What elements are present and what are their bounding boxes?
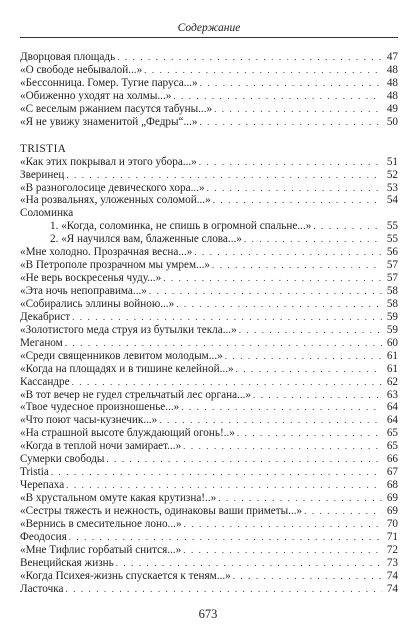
toc-entry-page: 67: [386, 466, 398, 479]
toc-entry-title: Венецийская жизнь: [20, 556, 114, 569]
toc-entry-page: 57: [386, 272, 398, 285]
dot-leader: [194, 246, 382, 259]
dot-leader: [184, 518, 382, 531]
page-number: 673: [198, 607, 218, 621]
toc-entry-title: «На розвальнях, уложенных соломой...»: [20, 194, 211, 207]
toc-entry: [20, 285, 398, 298]
toc-entry: [20, 557, 398, 570]
dot-leader: [176, 298, 382, 311]
dot-leader: [183, 544, 382, 557]
toc-entry-title: «Мне холодно. Прозрачная весна...»: [20, 246, 193, 259]
dot-leader: [116, 557, 382, 570]
dot-leader: [213, 194, 382, 207]
toc-group-2a: [20, 156, 398, 208]
dot-leader: [66, 169, 382, 182]
toc-entry-title: «Как этих покрывал и этого убора...»: [20, 155, 197, 168]
toc-entry-title: «Эта ночь непоправима...»: [20, 285, 147, 297]
toc-entry: [20, 376, 398, 389]
toc-entry: [20, 298, 398, 311]
toc-entry-title: «Что поют часы-кузнечик...»: [20, 414, 158, 427]
toc-entry-page: 50: [386, 115, 398, 128]
toc-entry: [20, 233, 398, 246]
toc-entry-title: Меганом: [20, 336, 63, 349]
toc-entry: [20, 531, 398, 544]
toc-entry-page: 63: [386, 388, 398, 401]
toc-entry: [20, 453, 398, 466]
dot-leader: [181, 401, 382, 414]
toc-entry: [20, 182, 398, 195]
toc-entry-title: Черепаха: [20, 479, 65, 492]
toc-entry-title: «На страшной высоте блуждающий огонь!..»: [20, 427, 235, 440]
toc-entry: [20, 64, 398, 77]
toc-group-2b: [20, 246, 398, 595]
toc-entry: [20, 401, 398, 414]
toc-entry-page: 53: [386, 181, 398, 194]
toc-entry: [20, 389, 398, 402]
dot-leader: [313, 220, 382, 233]
toc-entry-title: 2. «Я научился вам, блаженные слова...»: [50, 233, 242, 246]
toc-entry-page: 73: [386, 556, 398, 569]
toc-entry: [20, 518, 398, 531]
toc-entry-page: 74: [386, 569, 398, 582]
dot-leader: [218, 492, 382, 505]
toc-entry-title: Зверинец: [20, 168, 65, 181]
toc-entry-title: «Я не увижу знаменитой „Федры“...»: [20, 115, 198, 128]
toc-entry: [20, 324, 398, 337]
running-header: Содержание: [177, 22, 241, 34]
toc-entry-page: 69: [386, 504, 398, 517]
toc-entry: [20, 116, 398, 129]
toc-entry-title: «Обиженно уходят на холмы...»: [20, 89, 172, 102]
toc-entry-title: 1. «Когда, соломинка, не спишь в огромной спальне...»: [50, 220, 312, 233]
toc-entry: [20, 103, 398, 116]
dot-leader: [51, 466, 382, 479]
toc-entry-title: Декабрист: [20, 310, 71, 323]
toc-entry-page: 52: [386, 168, 398, 181]
toc-entry-page: 66: [386, 453, 398, 466]
toc-entry-page: 48: [386, 63, 398, 76]
toc-entry-page: 68: [386, 479, 398, 492]
toc-entry: [20, 156, 398, 169]
cycle-title-solominka: Соломинка: [20, 207, 74, 220]
dot-leader: [163, 272, 382, 285]
toc-entry-title: «Бессонница. Гомер. Тугие паруса...»: [20, 76, 198, 89]
toc-entry-title: «Золотистого меда струя из бутылки текла...»: [20, 323, 237, 336]
toc-entry-title: «В разноголосице девического хора...»: [20, 181, 205, 194]
toc-entry-page: 74: [386, 582, 398, 595]
toc-entry-title: «Твое чудесное произношенье...»: [20, 401, 180, 414]
toc-entry-page: 58: [386, 285, 398, 297]
toc-entry-page: 47: [386, 51, 398, 63]
toc-entry-page: 49: [386, 102, 398, 115]
dot-leader: [72, 376, 382, 389]
dot-leader: [239, 324, 382, 337]
toc-entry: [20, 583, 398, 596]
toc-entry-page: 71: [386, 530, 398, 543]
dot-leader: [159, 414, 382, 427]
toc-entry-title: «Сестры тяжесть и нежность, одинаковы ваши приметы...»: [20, 504, 303, 517]
toc-entry: [20, 570, 398, 583]
toc-entry-page: 70: [386, 517, 398, 530]
toc-entry-title: Сумерки свободы: [20, 453, 105, 466]
toc-entry-title: «В хрустальном омуте какая крутизна!..»: [20, 492, 217, 504]
toc-entry: [20, 466, 398, 479]
toc-entry-title: «Не верь воскресенья чуду...»: [20, 272, 162, 285]
dot-leader: [173, 90, 382, 103]
toc-entry-title: «С веселым ржанием пасутся табуны...»: [20, 102, 213, 115]
toc-entry: [20, 77, 398, 90]
toc-entry-title: «Мне Тифлис горбатый снится...»: [20, 543, 182, 556]
toc-entry: [20, 246, 398, 259]
dot-leader: [199, 116, 382, 129]
toc-entry: [20, 505, 398, 518]
toc-entry-title: «Когда в теплой ночи замирает...»: [20, 440, 182, 453]
toc-entry-page: 57: [386, 259, 398, 272]
dot-leader: [207, 182, 382, 195]
toc-entry: [20, 272, 398, 285]
dot-leader: [237, 427, 382, 440]
dot-leader: [214, 103, 382, 116]
toc-group-1: [20, 51, 398, 129]
toc-entry: [20, 194, 398, 207]
dot-leader: [69, 531, 382, 544]
toc-entry-title: «О свободе небывалой...»: [20, 63, 143, 76]
dot-leader: [65, 583, 382, 596]
dot-leader: [106, 453, 382, 466]
toc-entry-page: 55: [386, 220, 398, 233]
toc-entry-page: 59: [386, 310, 398, 323]
toc-entry-title: «Среди священников левитом молодым...»: [20, 349, 223, 362]
toc-entry: [20, 90, 398, 103]
dot-leader: [253, 389, 382, 402]
dot-leader: [117, 51, 382, 64]
dot-leader: [72, 311, 382, 324]
toc-entry: [20, 492, 398, 505]
dot-leader: [66, 479, 382, 492]
toc-entry-title: «Вернись в смесительное лоно...»: [20, 517, 182, 530]
toc-entry-page: 51: [386, 155, 398, 168]
toc-entry-page: 64: [386, 414, 398, 427]
toc-entry-page: 62: [386, 375, 398, 388]
toc-entry: [20, 427, 398, 440]
toc-entry-title: «В Петрополе прозрачном мы умрем...»: [20, 259, 211, 272]
dot-leader: [200, 77, 382, 90]
toc-entry-page: 58: [386, 297, 398, 310]
dot-leader: [225, 350, 382, 363]
dot-leader: [233, 570, 382, 583]
toc-entry-page: 56: [386, 246, 398, 259]
toc-entry-title: «Когда Психея-жизнь спускается к теням...»: [20, 569, 231, 582]
dot-leader: [304, 505, 382, 518]
toc-entry-page: 72: [386, 543, 398, 556]
toc-entry: [20, 311, 398, 324]
toc-entry-title: «Собирались эллины войною...»: [20, 297, 175, 310]
toc-entry-page: 65: [386, 440, 398, 453]
toc-entry-page: 60: [386, 336, 398, 349]
dot-leader: [236, 363, 382, 376]
toc-entry: [20, 363, 398, 376]
dot-leader: [149, 285, 382, 298]
toc-entry-title: «Когда на площадях и в тишине келейной...»: [20, 362, 234, 375]
section-title: TRISTIA: [20, 142, 67, 155]
header-rule: [20, 37, 398, 38]
dot-leader: [199, 156, 382, 169]
toc-entry: [20, 51, 398, 64]
toc-entry-page: 48: [386, 76, 398, 89]
toc-entry: [20, 259, 398, 272]
toc-entry: [20, 350, 398, 363]
toc-entry-title: Ласточка: [20, 582, 64, 595]
toc-entry: [20, 337, 398, 350]
toc-entry-page: 59: [386, 323, 398, 336]
table-of-contents: [20, 51, 398, 596]
toc-entry: [20, 220, 398, 233]
toc-entry-page: 61: [386, 349, 398, 362]
toc-entry-page: 64: [386, 401, 398, 414]
dot-leader: [65, 337, 382, 350]
toc-entry: [20, 414, 398, 427]
toc-entry-page: 54: [386, 194, 398, 207]
toc-entry-page: 65: [386, 427, 398, 440]
toc-entry-page: 61: [386, 362, 398, 375]
dot-leader: [183, 440, 382, 453]
toc-entry: [20, 544, 398, 557]
toc-entry-title: «В тот вечер не гудел стрельчатый лес органа...»: [20, 388, 252, 401]
toc-entry-page: 55: [386, 233, 398, 246]
dot-leader: [144, 64, 382, 77]
toc-entry-title: Кассандре: [20, 375, 70, 388]
toc-entry-title: Дворцовая площадь: [20, 51, 116, 63]
toc-entry: [20, 479, 398, 492]
toc-entry-title: Tristia: [20, 466, 49, 479]
toc-entry-title: Феодосия: [20, 530, 67, 543]
toc-solominka-items: [20, 220, 398, 246]
toc-entry: [20, 169, 398, 182]
toc-entry-page: 69: [386, 492, 398, 504]
dot-leader: [212, 259, 382, 272]
dot-leader: [244, 233, 382, 246]
toc-entry: [20, 440, 398, 453]
toc-entry-page: 48: [386, 89, 398, 102]
